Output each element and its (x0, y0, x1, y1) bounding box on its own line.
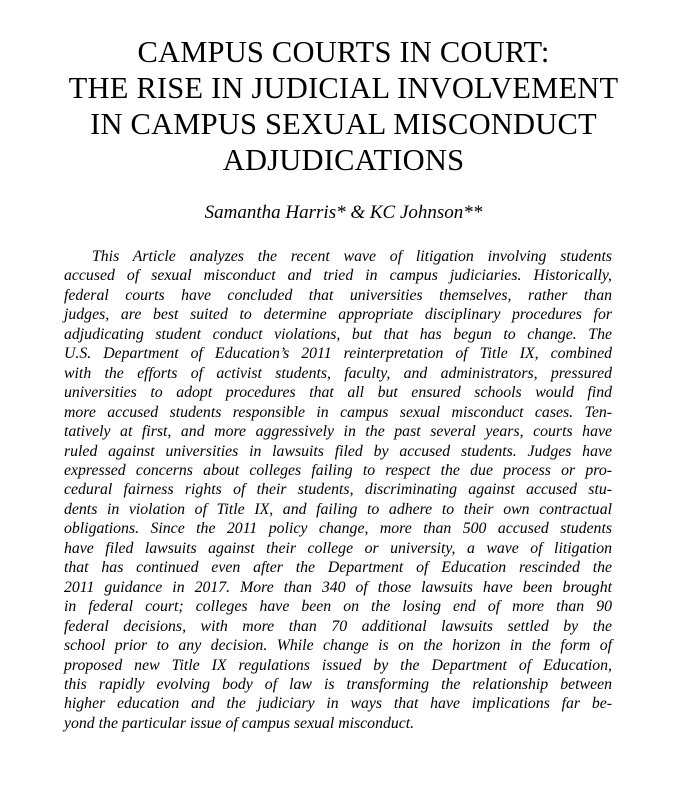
abstract-line: this rapidly evolving body of law is transforming the relationship between (64, 675, 612, 693)
abstract-line: with the efforts of activist students, faculty, and administrators, pressured (64, 364, 612, 382)
abstract-line: judges, are best suited to determine appropriate disciplinary procedures for (64, 306, 612, 324)
abstract-line: have filed lawsuits against their college or university, a wave of litigation (64, 539, 612, 557)
abstract (64, 247, 612, 733)
abstract-line: higher education and the judiciary in ways that have implications far be- (64, 695, 612, 713)
abstract-line: school prior to any decision. While change is on the horizon in the form of (64, 637, 612, 655)
abstract-line: yond the particular issue of campus sexual misconduct. (64, 714, 415, 732)
title-line: ADJUDICATIONS (222, 143, 465, 177)
author-line: Samantha Harris* & KC Johnson** (204, 202, 483, 223)
article-title (0, 34, 687, 178)
abstract-line: proposed new Title IX regulations issued by the Department of Education, (64, 656, 612, 674)
abstract-line: adjudicating student conduct violations, but that has begun to change. The (64, 325, 612, 343)
title-line: IN CAMPUS SEXUAL MISCONDUCT (90, 107, 597, 141)
abstract-line: accused of sexual misconduct and tried in campus judiciaries. Historically, (64, 267, 612, 285)
abstract-line: more accused students responsible in campus sexual misconduct cases. Ten- (64, 403, 612, 421)
abstract-line: obligations. Since the 2011 policy change, more than 500 accused students (64, 520, 612, 538)
title-line: CAMPUS COURTS IN COURT: (137, 35, 550, 69)
abstract-line: This Article analyzes the recent wave of litigation involving students (92, 248, 612, 265)
abstract-line: dents in violation of Title IX, and failing to adhere to their own contractual (64, 500, 612, 518)
abstract-line: universities to adopt procedures that all but ensured schools would find (64, 384, 612, 402)
abstract-line: in federal court; colleges have been on the losing end of more than 90 (64, 598, 612, 616)
title-line: THE RISE IN JUDICIAL INVOLVEMENT (68, 71, 619, 105)
abstract-line: U.S. Department of Education’s 2011 reinterpretation of Title IX, combined (64, 345, 612, 363)
abstract-line: federal courts have concluded that universities themselves, rather than (64, 286, 612, 304)
abstract-line: tatively at first, and more aggressively in the past several years, courts have (64, 423, 612, 441)
abstract-line: cedural fairness rights of their students, discriminating against accused stu- (64, 481, 612, 499)
abstract-line: federal decisions, with more than 70 additional lawsuits settled by the (64, 617, 612, 635)
abstract-line: expressed concerns about colleges failing to respect the due process or pro- (64, 461, 612, 479)
abstract-line: that has continued even after the Department of Education rescinded the (64, 559, 612, 577)
abstract-line: ruled against universities in lawsuits filed by accused students. Judges have (64, 442, 612, 460)
abstract-line: 2011 guidance in 2017. More than 340 of those lawsuits have been brought (64, 578, 612, 596)
